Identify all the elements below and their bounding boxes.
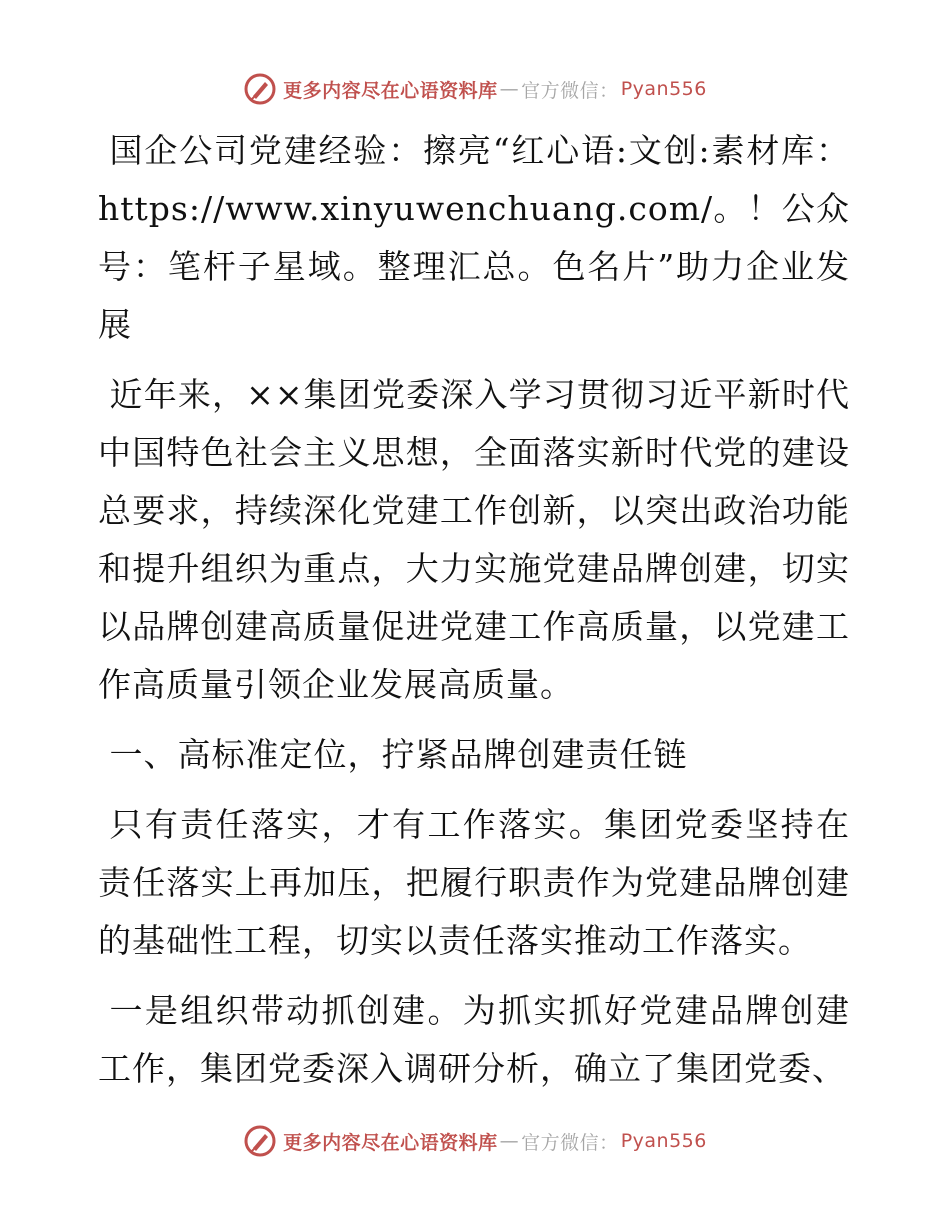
header-watermark <box>0 72 950 106</box>
pen-seal-logo <box>243 1124 277 1158</box>
intro-paragraph: 近年来，××集团党委深入学习贯彻习近平新时代中国特色社会主义思想，全面落实新时代党的建设总要求，持续深化党建工作创新，以突出政治功能和提升组织为重点，大力实施党建品牌创建，切实以品牌创建高质量促进党建工作高质量，以党建工作高质量引领企业发展高质量。 <box>98 375 850 704</box>
document-title: 国企公司党建经验：擦亮“红心语:文创:素材库：https://www.xinyuwenchuang.com/。！公众号：笔杆子星域。整理汇总。色名片”助力企业发展 <box>98 131 850 344</box>
section-heading: 一、高标准定位，拧紧品牌创建责任链 <box>109 735 688 774</box>
body-paragraph-2: 一是组织带动抓创建。为抓实抓好党建品牌创建工作，集团党委深入调研分析，确立了集团党委、 <box>98 991 850 1088</box>
document-body <box>98 122 850 1098</box>
pen-seal-logo <box>243 72 277 106</box>
watermark-wechat-id: Pyan556 <box>620 1130 707 1152</box>
watermark-wechat-id: Pyan556 <box>620 78 707 100</box>
body-paragraph-1: 只有责任落实，才有工作落实。集团党委坚持在责任落实上再加压，把履行职责作为党建品牌创建的基础性工程，切实以责任落实推动工作落实。 <box>98 805 850 960</box>
watermark-main-text: 更多内容尽在心语资料库 <box>283 1131 498 1154</box>
watermark-dash: — <box>499 78 520 100</box>
watermark-main-text: 更多内容尽在心语资料库 <box>283 79 498 102</box>
footer-watermark <box>0 1124 950 1158</box>
watermark-official-label: 官方微信： <box>521 1131 619 1154</box>
watermark-official-label: 官方微信： <box>521 79 619 102</box>
watermark-dash: — <box>499 1130 520 1152</box>
